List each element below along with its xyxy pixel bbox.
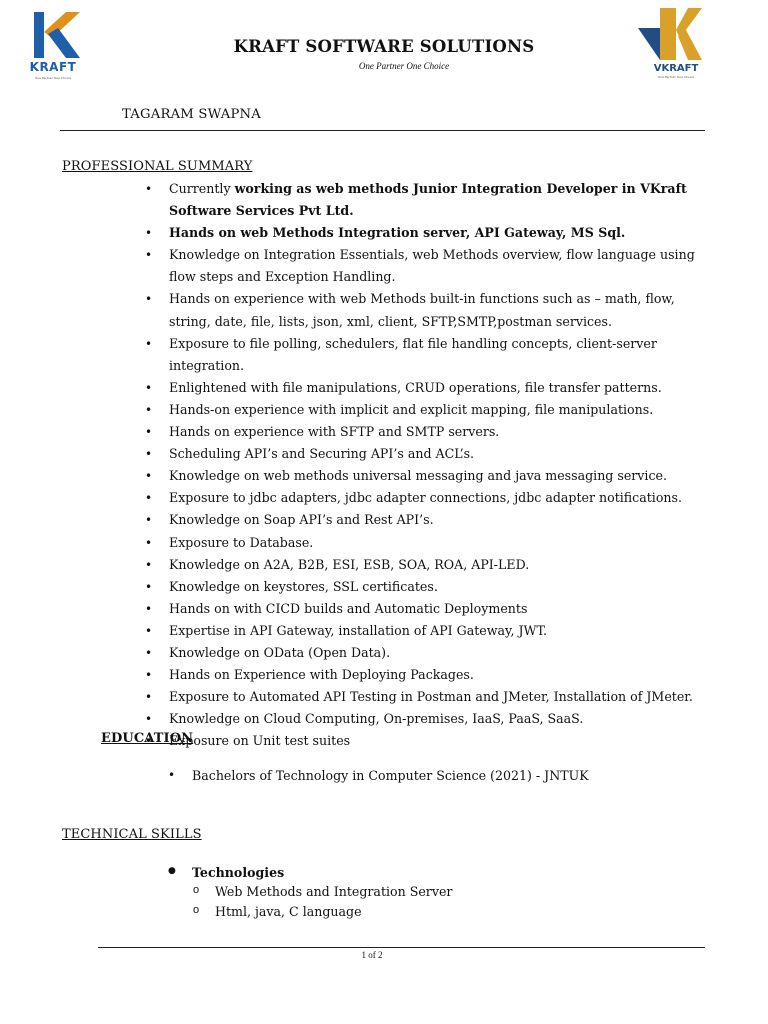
education-heading: EDUCATION [101,731,194,746]
summary-item [145,288,710,332]
skills-category: ● Technologies [168,865,284,880]
summary-item [145,178,710,222]
summary-item [145,421,710,443]
summary-item [145,377,710,399]
summary-item [145,399,710,421]
summary-item [145,443,710,465]
summary-list [145,178,710,752]
summary-item-bold-text: Hands on web Methods Integration server, API Gateway, MS Sql. [169,225,626,241]
summary-item-text: Exposure to Database. [169,534,314,550]
vkraft-logo-text: VKRAFT [653,63,699,74]
summary-item [145,222,710,244]
summary-item-text: Scheduling API’s and Securing API’s and ACL’s. [169,446,475,462]
skills-sub-item: o Html, java, C language [193,904,362,919]
summary-item-text: Exposure on Unit test suites [169,733,351,749]
page-number: 1 of 2 [361,950,383,960]
summary-item-text: Currently [169,181,235,196]
vkraft-logo-tagline: One Partner One Choice [657,75,695,79]
summary-item-text: Knowledge on Integration Essentials, web Methods overview, flow language using flow steps and Exception Handling. [169,247,695,285]
summary-item-text: Enlightened with file manipulations, CRUD operations, file transfer patterns. [169,379,662,395]
summary-item [145,509,710,531]
kraft-logo-tagline: One Partner One Choice [34,76,72,80]
footer-divider [98,947,705,948]
summary-item-text: Hands-on experience with implicit and explicit mapping, file manipulations. [169,401,654,417]
summary-item [145,730,710,752]
summary-item [145,554,710,576]
education-item: • Bachelors of Technology in Computer Science (2021) - JNTUK [168,768,589,783]
summary-item [145,487,710,509]
summary-item [145,642,710,664]
summary-item [145,576,710,598]
skills-heading: TECHNICAL SKILLS [62,827,202,842]
summary-item-text: Knowledge on web methods universal messaging and java messaging service. [169,468,667,484]
summary-item-text: Hands on Experience with Deploying Packages. [169,667,474,683]
summary-item-text: Exposure to jdbc adapters, jdbc adapter connections, jdbc adapter notifications. [169,490,682,506]
summary-item-bold-text: working as web methods Junior Integration Developer in VKraft Software Services Pvt Ltd. [169,181,687,219]
summary-item [145,620,710,642]
summary-item [145,532,710,554]
summary-item [145,686,710,708]
summary-item [145,333,710,377]
summary-heading: PROFESSIONAL SUMMARY [62,159,253,174]
summary-item-text: Knowledge on A2A, B2B, ESI, ESB, SOA, ROA, API-LED. [169,556,530,572]
summary-item [145,708,710,730]
summary-item-text: Knowledge on Cloud Computing, On-premises, IaaS, PaaS, SaaS. [169,711,584,727]
header-divider [60,130,705,131]
summary-item [145,598,710,620]
company-tagline: One Partner One Choice [358,61,450,71]
summary-item [145,664,710,686]
summary-item-text: Exposure to file polling, schedulers, flat file handling concepts, client-server integration. [169,335,657,373]
summary-item-text: Hands on experience with web Methods built-in functions such as – math, flow, string, date, file, lists, json, xml, client, SFTP,SMTP,postman services. [169,291,675,329]
summary-item-text: Hands on with CICD builds and Automatic Deployments [169,600,528,616]
summary-item-text: Knowledge on OData (Open Data). [169,644,391,660]
summary-item [145,465,710,487]
summary-item-text: Expertise in API Gateway, installation of API Gateway, JWT. [169,622,548,638]
company-name: KRAFT SOFTWARE SOLUTIONS [233,37,535,56]
summary-item [145,244,710,288]
candidate-name: TAGARAM SWAPNA [122,107,261,122]
summary-item-text: Knowledge on Soap API’s and Rest API’s. [169,512,434,528]
kraft-logo-text: KRAFT [29,60,77,74]
skills-sub-item: o Web Methods and Integration Server [193,884,452,899]
summary-item-text: Knowledge on keystores, SSL certificates. [169,578,438,594]
summary-item-text: Exposure to Automated API Testing in Postman and JMeter, Installation of JMeter. [169,689,693,705]
vkraft-logo-mark [636,8,708,62]
summary-item-text: Hands on experience with SFTP and SMTP servers. [169,424,500,440]
vkraft-logo [636,8,708,78]
